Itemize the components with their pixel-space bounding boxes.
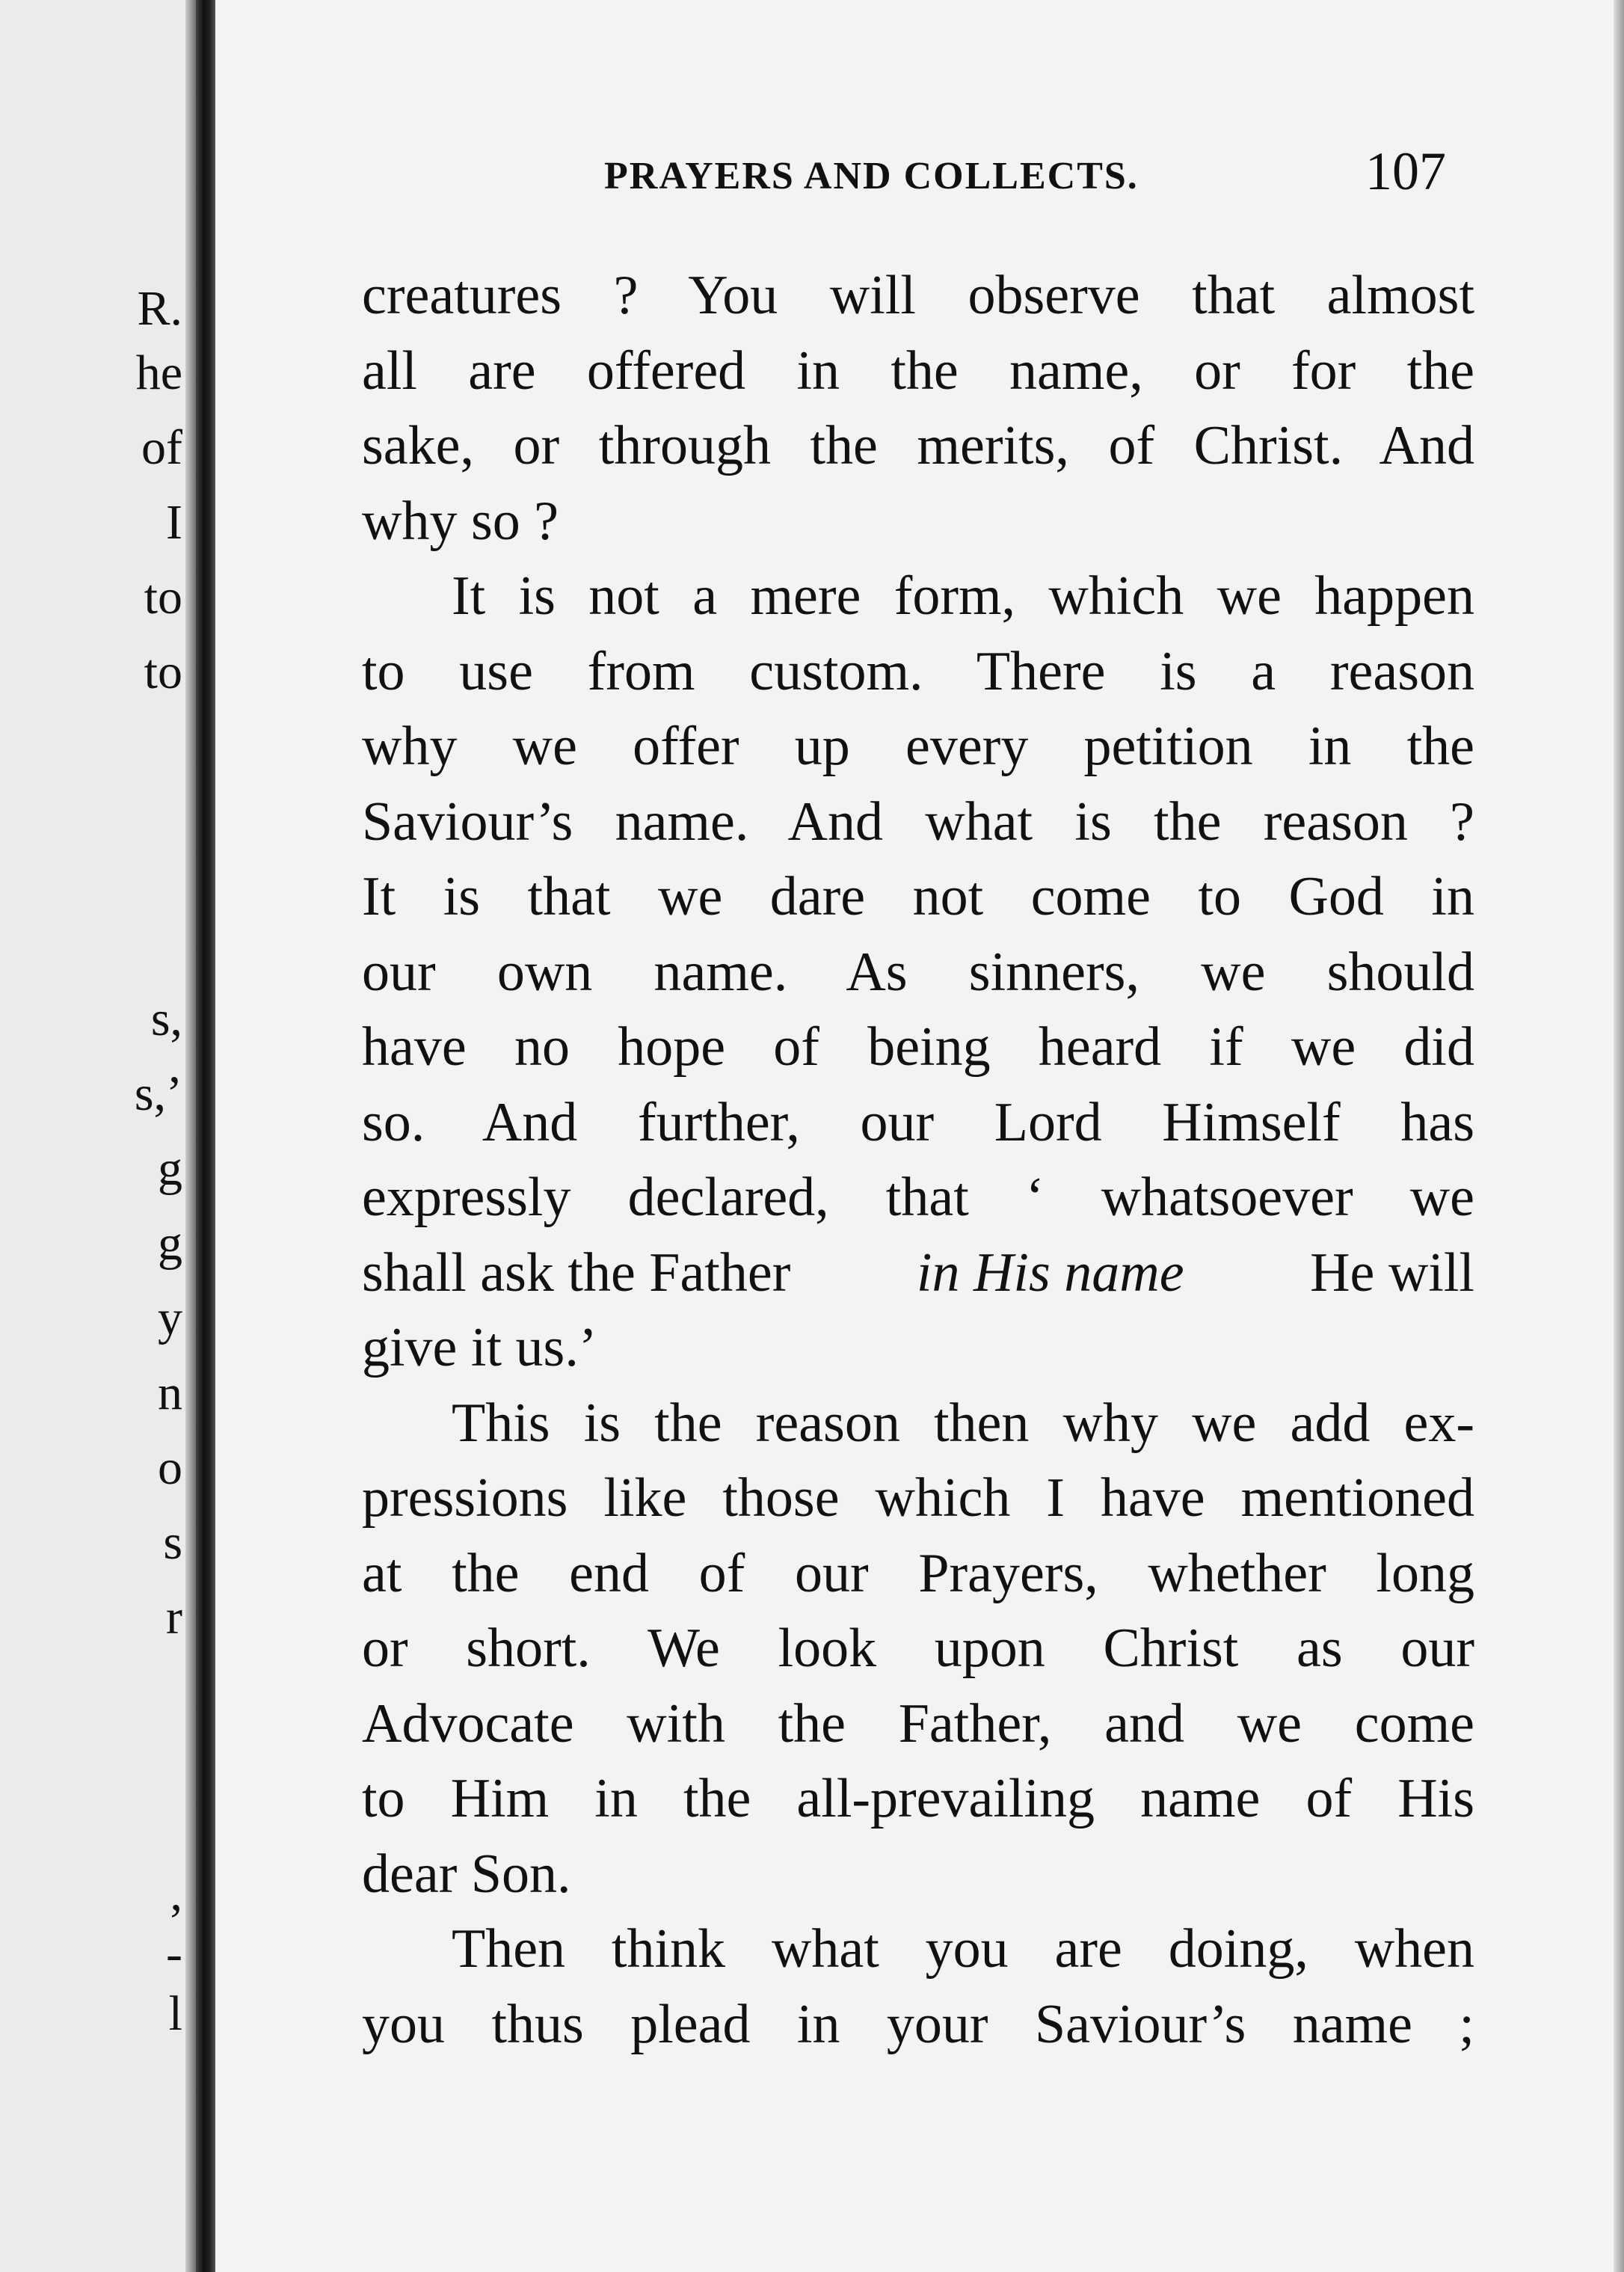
text-line: creatures ? You will observe that almost	[362, 265, 1474, 326]
text-line: have no hope of being heard if we did	[362, 1016, 1474, 1078]
italic-run: in His name	[916, 1241, 1184, 1304]
left-page-fragment: -	[166, 1926, 182, 1981]
text-line: to use from custom. There is a reason	[362, 640, 1474, 702]
book-binding	[196, 0, 215, 2272]
left-page-fragment: ,	[170, 1867, 182, 1921]
left-page-fragment: s,’	[134, 1066, 182, 1121]
left-page-fragment: g	[158, 1141, 182, 1196]
text-line: so. And further, our Lord Himself has	[362, 1091, 1474, 1153]
page-number: 107	[1365, 141, 1446, 201]
left-facing-page	[0, 0, 196, 2272]
text-line: It is not a mere form, which we happen	[452, 565, 1474, 627]
left-page-fragment: s,	[150, 992, 182, 1046]
text-line-with-italic	[362, 1235, 1474, 1311]
left-page-fragment: to	[144, 570, 182, 624]
text-line: give it us.’	[362, 1317, 597, 1378]
left-page-fragment: n	[158, 1366, 182, 1420]
text-line: our own name. As sinners, we should	[362, 941, 1474, 1003]
text-line: sake, or through the merits, of Christ. And	[362, 415, 1474, 476]
text-line: why we offer up every petition in the	[362, 716, 1474, 777]
text-line: expressly declared, that ‘ whatsoever we	[362, 1167, 1474, 1228]
text-line: Saviour’s name. And what is the reason ?	[362, 790, 1474, 853]
left-page-fragment: r	[166, 1590, 182, 1645]
left-page-fragment: g	[158, 1216, 182, 1271]
left-page-fragment: I	[166, 495, 182, 550]
left-page-fragment: y	[158, 1291, 182, 1345]
text-line: or short. We look upon Christ as our	[362, 1618, 1474, 1679]
book-page	[215, 0, 1624, 2272]
text-line: why so ?	[362, 490, 559, 552]
text-line: dear Son.	[362, 1843, 571, 1905]
text-line: you thus plead in your Saviour’s name ;	[362, 1993, 1474, 2055]
left-page-fragment: l	[168, 1986, 182, 2041]
gutter-shadow	[185, 0, 196, 2272]
text-line: at the end of our Prayers, whether long	[362, 1542, 1474, 1604]
running-title: PRAYERS AND COLLECTS.	[604, 155, 1139, 197]
text-line: all are offered in the name, or for the	[362, 340, 1474, 402]
text-line: It is that we dare not come to God in	[362, 866, 1474, 927]
left-page-fragment: R.	[137, 281, 182, 336]
text-line: pressions like those which I have mentioned	[362, 1467, 1474, 1529]
text-run: He will	[1310, 1241, 1474, 1304]
body-text	[362, 258, 1474, 2062]
text-line: to Him in the all-prevailing name of His	[362, 1768, 1474, 1829]
text-run: shall ask the Father	[362, 1241, 791, 1304]
left-page-fragment: of	[141, 420, 182, 475]
left-page-fragment: he	[135, 346, 182, 400]
left-page-fragment: s	[163, 1515, 182, 1570]
text-line: Then think what you are doing, when	[452, 1918, 1474, 1980]
text-line: This is the reason then why we add ex-	[452, 1392, 1474, 1454]
left-page-fragment: to	[144, 645, 182, 699]
text-line: Advocate with the Father, and we come	[362, 1692, 1474, 1754]
page-edge	[1614, 0, 1624, 2272]
left-page-fragment: o	[158, 1440, 182, 1495]
